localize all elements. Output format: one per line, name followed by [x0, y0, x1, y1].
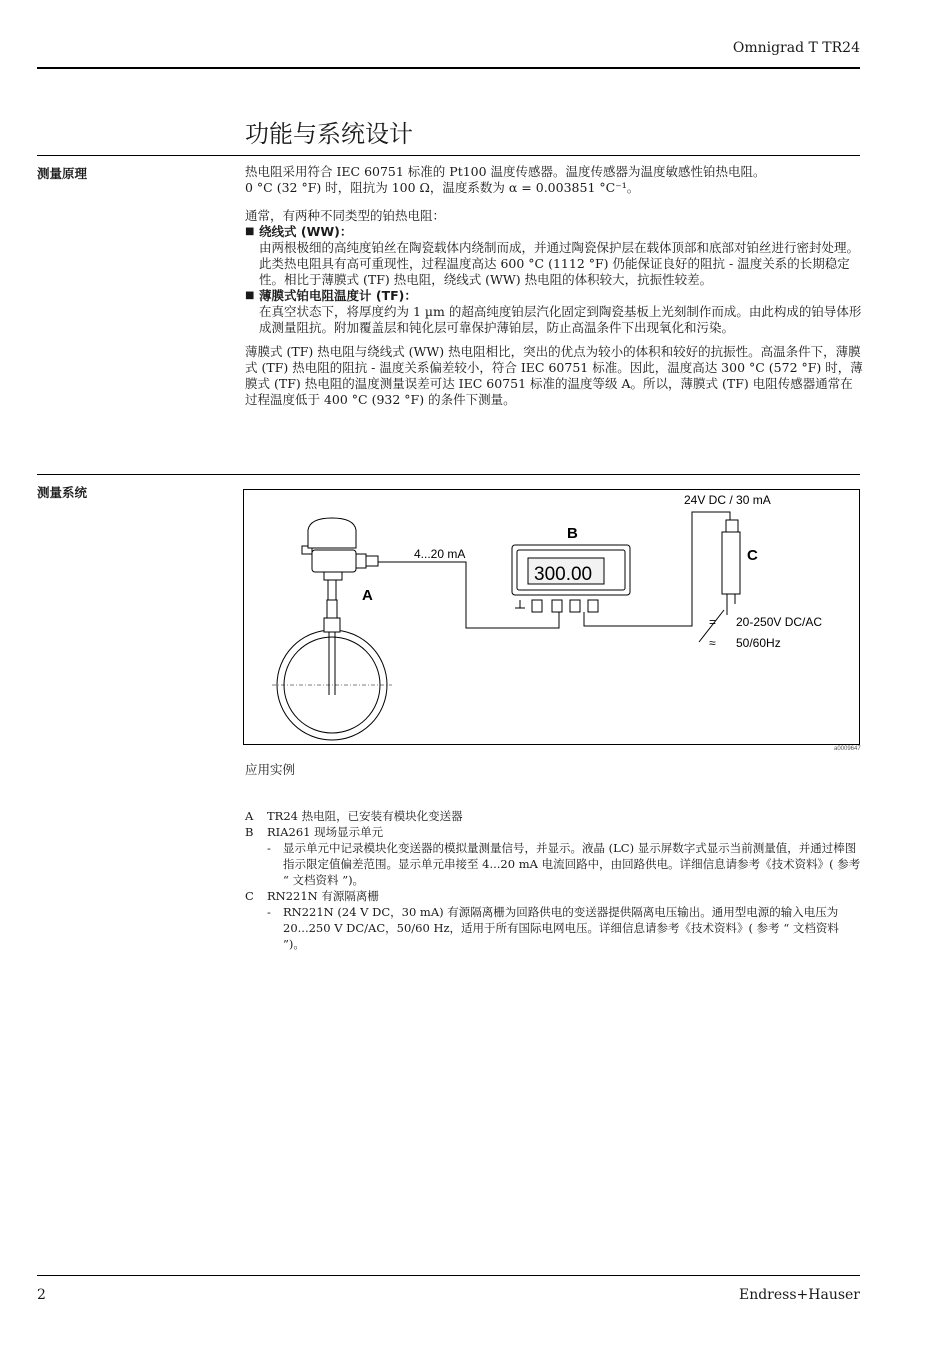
measuring-principle-body — [245, 164, 865, 408]
tf-text: 在真空状态下，将厚度约为 1 µm 的超高纯度铂层汽化固定到陶瓷基板上光刻制作而成。由此构成的铂导体形成测量阻抗。附加覆盖层和钝化层可靠保护薄铂层，防止高温条件下出现氧化和污染。 — [259, 304, 862, 335]
section-rule-1 — [37, 155, 860, 156]
bullet-marker: ■ — [245, 226, 255, 237]
legend-item-c — [245, 888, 863, 904]
legend-text: RIA261 现场显示单元 — [267, 825, 384, 839]
legend-key: C — [245, 889, 254, 903]
measuring-system-label: 测量系统 — [37, 485, 88, 500]
bullet-marker: ■ — [245, 290, 255, 301]
page-number: 2 — [37, 1287, 46, 1303]
legend-dash: - — [267, 905, 271, 919]
figure-caption: 应用实例 — [245, 762, 296, 777]
legend-subitem-c — [245, 904, 863, 952]
brand-name: Endress+Hauser — [738, 1287, 860, 1303]
header-product-title: Omnigrad T TR24 — [732, 40, 860, 56]
ww-text: 由两根极细的高纯度铂丝在陶瓷载体内绕制而成，并通过陶瓷保护层在载体顶部和底部对铂丝进行密封处理。此类热电阻具有高可重现性，过程温度高达 600 °C (1112 °F) 仍能保证良好的阻抗 - 温度关系的长期稳定性。相比于薄膜式 (TF) 热电阻，绕线式 (WW) 热电阻的体积较大，抗振性较差。 — [259, 240, 860, 287]
legend-item-a — [245, 808, 863, 824]
signal-label: 4...20 mA — [414, 547, 466, 561]
legend-subtext: RN221N (24 V DC，30 mA) 有源隔离栅为回路供电的变送器提供隔离电压输出。通用型电源的输入电压为 20...250 V DC/AC，50/60 Hz，适用于所有国际电网电压。详细信息请参考《技术资料》( 参考 “ 文档资料 ”)。 — [283, 905, 839, 951]
legend-subitem-b — [245, 840, 863, 888]
ac-symbol: ≈ — [709, 636, 716, 650]
intro-line-1: 热电阻采用符合 IEC 60751 标准的 Pt100 温度传感器。温度传感器为温度敏感性铂热电阻。 — [245, 164, 766, 179]
intro-line-2: 0 °C (32 °F) 时，阻抗为 100 Ω，温度系数为 α = 0.003851 °C⁻¹。 — [245, 180, 640, 195]
application-figure — [243, 489, 860, 745]
legend-text: RN221N 有源隔离栅 — [267, 889, 379, 903]
legend-key: A — [245, 809, 254, 823]
label-c: C — [747, 547, 758, 564]
ww-title: 绕线式 (WW)： — [259, 224, 353, 239]
display-reading: 300.00 — [534, 564, 593, 585]
section-rule-2 — [37, 474, 860, 475]
bullet-tf — [245, 288, 865, 304]
types-intro: 通常，有两种不同类型的铂热电阻： — [245, 208, 446, 223]
figure-legend — [245, 808, 863, 952]
legend-text: TR24 热电阻，已安装有模块化变送器 — [267, 809, 463, 823]
dc-symbol: = — [709, 615, 717, 629]
pipe-cross-section — [272, 630, 392, 740]
mains-freq-label: 50/60Hz — [736, 636, 781, 650]
bullet-ww — [245, 224, 865, 240]
measuring-principle-label: 测量原理 — [37, 166, 88, 181]
label-b: B — [567, 525, 578, 542]
thermometer-tr24 — [302, 518, 378, 695]
label-a: A — [362, 587, 373, 604]
system-diagram — [244, 490, 859, 744]
footer-rule — [37, 1275, 860, 1276]
legend-dash: - — [267, 841, 271, 855]
compare-text: 薄膜式 (TF) 热电阻与绕线式 (WW) 热电阻相比，突出的优点为较小的体积和较好的抗振性。高温条件下，薄膜式 (TF) 热电阻的阻抗 - 温度关系偏差较小，符合 IEC 60751 标准。因此，温度高达 300 °C (572 °F) 时，薄膜式 (TF) 热电阻的温度测量误差可达 IEC 60751 标准的温度等级 A。所以，薄膜式 (TF) 电阻传感器通常在过程温度低于 400 °C (932 °F) 的条件下测量。 — [245, 344, 863, 407]
supply-label: 24V DC / 30 mA — [684, 493, 771, 507]
legend-item-b — [245, 824, 863, 840]
tf-title: 薄膜式铂电阻温度计 (TF)： — [259, 288, 417, 303]
barrier-rn221n — [722, 520, 740, 604]
legend-subtext: 显示单元中记录模块化变送器的模拟量测量信号，并显示。液晶 (LC) 显示屏数字式显示当前测量值，并通过棒图指示限定值偏差范围。显示单元串接至 4...20 mA 电流回路中，由回路供电。详细信息请参考《技术资料》( 参考 “ 文档资料 ”)。 — [283, 841, 861, 887]
section-title: 功能与系统设计 — [245, 120, 413, 148]
header-rule — [37, 67, 860, 69]
figure-id: a0009647 — [834, 746, 861, 752]
legend-key: B — [245, 825, 254, 839]
mains-voltage-label: 20-250V DC/AC — [736, 615, 823, 629]
